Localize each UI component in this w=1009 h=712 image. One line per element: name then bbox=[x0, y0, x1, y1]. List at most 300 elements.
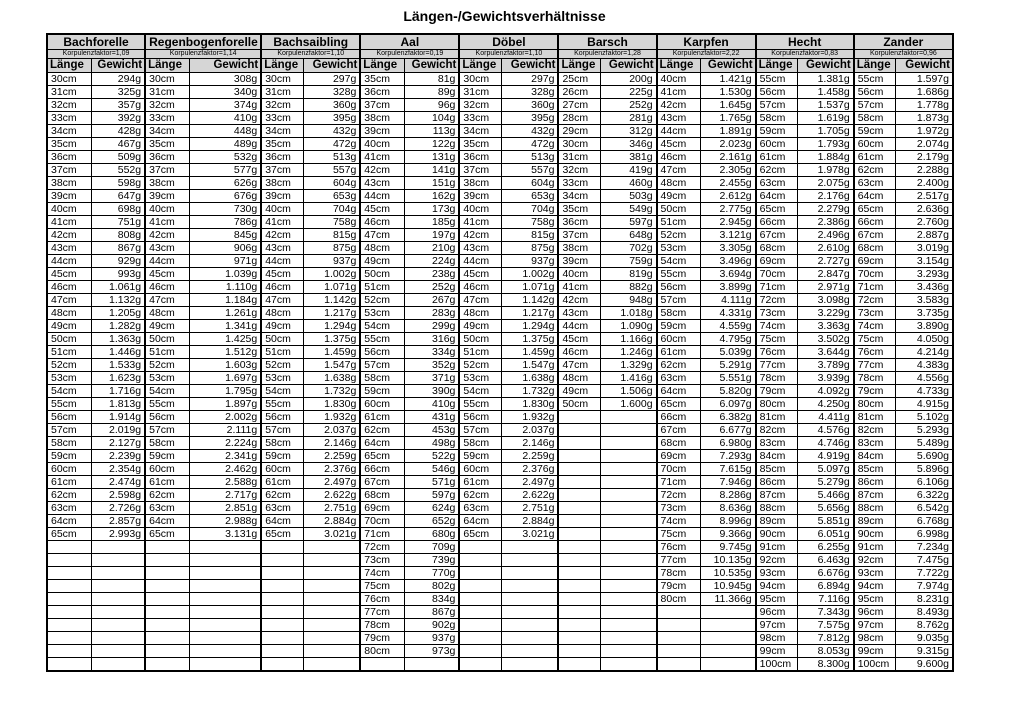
weight-cell: 297g bbox=[303, 73, 360, 86]
length-cell: 37cm bbox=[459, 164, 501, 177]
weight-cell: 2.075g bbox=[798, 177, 854, 190]
weight-cell: 1.537g bbox=[798, 99, 854, 112]
length-cell bbox=[558, 411, 600, 424]
weight-cell: 2.019g bbox=[91, 424, 145, 437]
length-cell: 85cm bbox=[756, 463, 798, 476]
length-cell: 34cm bbox=[459, 125, 501, 138]
length-cell: 62cm bbox=[657, 359, 701, 372]
length-cell bbox=[558, 424, 600, 437]
weight-cell: 5.896g bbox=[896, 463, 953, 476]
weight-cell bbox=[501, 580, 558, 593]
weight-cell: 1.765g bbox=[701, 112, 756, 125]
length-cell: 30cm bbox=[47, 73, 91, 86]
weight-cell: 845g bbox=[189, 229, 261, 242]
length-cell bbox=[47, 606, 91, 619]
weight-cell: 1.416g bbox=[601, 372, 657, 385]
table-row bbox=[47, 307, 953, 320]
weight-cell: 1.425g bbox=[189, 333, 261, 346]
weight-cell: 252g bbox=[601, 99, 657, 112]
weight-cell: 937g bbox=[501, 255, 558, 268]
weight-cell bbox=[601, 515, 657, 528]
length-cell: 56cm bbox=[360, 346, 404, 359]
weight-cell: 8.996g bbox=[701, 515, 756, 528]
weight-cell: 5.466g bbox=[798, 489, 854, 502]
weight-cell: 808g bbox=[91, 229, 145, 242]
length-column-header: Länge bbox=[854, 59, 896, 73]
length-cell: 63cm bbox=[47, 502, 91, 515]
weight-cell: 410g bbox=[189, 112, 261, 125]
weight-cell: 2.037g bbox=[501, 424, 558, 437]
weight-cell bbox=[303, 554, 360, 567]
length-cell: 52cm bbox=[459, 359, 501, 372]
length-cell: 46cm bbox=[558, 346, 600, 359]
weight-cell bbox=[189, 606, 261, 619]
weight-cell: 513g bbox=[303, 151, 360, 164]
weight-cell bbox=[189, 554, 261, 567]
weight-cell: 680g bbox=[404, 528, 459, 541]
weight-cell: 4.733g bbox=[896, 385, 953, 398]
weight-cell bbox=[189, 632, 261, 645]
length-cell: 49cm bbox=[261, 320, 303, 333]
weight-cell: 5.690g bbox=[896, 450, 953, 463]
length-cell: 50cm bbox=[145, 333, 189, 346]
length-cell: 39cm bbox=[459, 190, 501, 203]
factor-label: Korpulenzfaktor=1,10 bbox=[261, 50, 360, 59]
weight-cell: 2.993g bbox=[91, 528, 145, 541]
length-cell: 42cm bbox=[558, 294, 600, 307]
length-cell: 89cm bbox=[756, 515, 798, 528]
weight-cell: 5.851g bbox=[798, 515, 854, 528]
weight-cell: 392g bbox=[91, 112, 145, 125]
weight-cell: 197g bbox=[404, 229, 459, 242]
length-cell bbox=[558, 567, 600, 580]
length-cell bbox=[145, 632, 189, 645]
length-cell: 88cm bbox=[854, 502, 896, 515]
length-cell: 38cm bbox=[261, 177, 303, 190]
length-cell: 27cm bbox=[558, 99, 600, 112]
weight-cell: 334g bbox=[404, 346, 459, 359]
length-cell: 60cm bbox=[145, 463, 189, 476]
length-cell bbox=[459, 541, 501, 554]
weight-cell bbox=[501, 567, 558, 580]
length-cell: 54cm bbox=[657, 255, 701, 268]
table-row bbox=[47, 151, 953, 164]
length-cell: 55cm bbox=[47, 398, 91, 411]
length-cell: 82cm bbox=[854, 424, 896, 437]
length-cell: 54cm bbox=[459, 385, 501, 398]
table-body bbox=[47, 73, 953, 672]
length-column-header: Länge bbox=[261, 59, 303, 73]
length-cell: 70cm bbox=[756, 268, 798, 281]
length-cell: 64cm bbox=[756, 190, 798, 203]
length-cell: 80cm bbox=[756, 398, 798, 411]
length-cell bbox=[558, 541, 600, 554]
weight-cell: 1.623g bbox=[91, 372, 145, 385]
length-cell bbox=[558, 489, 600, 502]
weight-cell: 739g bbox=[404, 554, 459, 567]
table-row bbox=[47, 281, 953, 294]
weight-cell: 428g bbox=[91, 125, 145, 138]
length-cell: 40cm bbox=[657, 73, 701, 86]
weight-cell: 1.506g bbox=[601, 385, 657, 398]
weight-cell: 624g bbox=[404, 502, 459, 515]
weight-cell bbox=[91, 541, 145, 554]
length-cell: 94cm bbox=[756, 580, 798, 593]
weight-cell: 238g bbox=[404, 268, 459, 281]
weight-cell: 2.887g bbox=[896, 229, 953, 242]
weight-cell: 598g bbox=[91, 177, 145, 190]
length-cell: 61cm bbox=[854, 151, 896, 164]
length-cell: 49cm bbox=[657, 190, 701, 203]
table-row bbox=[47, 632, 953, 645]
weight-cell: 604g bbox=[303, 177, 360, 190]
length-cell: 43cm bbox=[47, 242, 91, 255]
weight-cell: 2.751g bbox=[501, 502, 558, 515]
length-cell: 57cm bbox=[756, 99, 798, 112]
weight-cell: 210g bbox=[404, 242, 459, 255]
weight-cell: 2.376g bbox=[303, 463, 360, 476]
weight-cell: 325g bbox=[91, 86, 145, 99]
weight-cell: 786g bbox=[189, 216, 261, 229]
length-cell: 65cm bbox=[360, 450, 404, 463]
length-cell: 80cm bbox=[657, 593, 701, 606]
length-cell: 73cm bbox=[756, 307, 798, 320]
length-cell: 47cm bbox=[657, 164, 701, 177]
weight-cell bbox=[303, 632, 360, 645]
factor-row bbox=[47, 50, 953, 59]
length-cell: 76cm bbox=[657, 541, 701, 554]
length-cell bbox=[459, 645, 501, 658]
weight-cell: 802g bbox=[404, 580, 459, 593]
weight-cell: 1.341g bbox=[189, 320, 261, 333]
length-cell: 79cm bbox=[657, 580, 701, 593]
weight-cell: 8.762g bbox=[896, 619, 953, 632]
table-row bbox=[47, 346, 953, 359]
weight-cell: 3.121g bbox=[701, 229, 756, 242]
length-cell bbox=[459, 619, 501, 632]
weight-cell: 371g bbox=[404, 372, 459, 385]
length-cell: 60cm bbox=[261, 463, 303, 476]
length-cell: 69cm bbox=[756, 255, 798, 268]
length-cell: 66cm bbox=[854, 216, 896, 229]
weight-cell: 357g bbox=[91, 99, 145, 112]
weight-cell bbox=[189, 619, 261, 632]
length-cell: 40cm bbox=[47, 203, 91, 216]
weight-cell: 162g bbox=[404, 190, 459, 203]
weight-cell: 340g bbox=[189, 86, 261, 99]
table-row bbox=[47, 580, 953, 593]
length-cell: 59cm bbox=[145, 450, 189, 463]
length-cell: 74cm bbox=[854, 320, 896, 333]
length-cell: 58cm bbox=[854, 112, 896, 125]
factor-label: Korpulenzfaktor=1,14 bbox=[145, 50, 261, 59]
weight-cell: 81g bbox=[404, 73, 459, 86]
length-cell: 35cm bbox=[558, 203, 600, 216]
weight-cell: 252g bbox=[404, 281, 459, 294]
length-cell: 26cm bbox=[558, 86, 600, 99]
weight-cell: 3.644g bbox=[798, 346, 854, 359]
length-cell: 83cm bbox=[756, 437, 798, 450]
length-cell: 47cm bbox=[558, 359, 600, 372]
weight-cell bbox=[501, 606, 558, 619]
weight-cell: 4.383g bbox=[896, 359, 953, 372]
length-cell: 63cm bbox=[657, 372, 701, 385]
weight-column-header: Gewicht bbox=[501, 59, 558, 73]
weight-cell: 1.184g bbox=[189, 294, 261, 307]
weight-cell: 7.116g bbox=[798, 593, 854, 606]
length-cell bbox=[47, 645, 91, 658]
length-cell: 75cm bbox=[854, 333, 896, 346]
length-cell: 57cm bbox=[261, 424, 303, 437]
length-cell: 55cm bbox=[261, 398, 303, 411]
weight-cell bbox=[189, 580, 261, 593]
weight-cell: 2.884g bbox=[303, 515, 360, 528]
length-cell: 94cm bbox=[854, 580, 896, 593]
length-cell: 53cm bbox=[145, 372, 189, 385]
weight-cell: 1.261g bbox=[189, 307, 261, 320]
length-cell: 70cm bbox=[360, 515, 404, 528]
length-cell: 57cm bbox=[47, 424, 91, 437]
weight-cell: 1.512g bbox=[189, 346, 261, 359]
length-cell: 32cm bbox=[47, 99, 91, 112]
length-cell bbox=[459, 554, 501, 567]
weight-cell: 5.293g bbox=[896, 424, 953, 437]
length-cell: 39cm bbox=[360, 125, 404, 138]
weight-cell: 3.363g bbox=[798, 320, 854, 333]
weight-cell: 185g bbox=[404, 216, 459, 229]
weight-cell: 4.795g bbox=[701, 333, 756, 346]
length-cell: 46cm bbox=[47, 281, 91, 294]
length-cell: 51cm bbox=[145, 346, 189, 359]
weight-cell: 948g bbox=[601, 294, 657, 307]
length-cell: 40cm bbox=[261, 203, 303, 216]
weight-cell bbox=[91, 606, 145, 619]
length-cell bbox=[558, 593, 600, 606]
length-cell: 47cm bbox=[459, 294, 501, 307]
length-cell bbox=[145, 541, 189, 554]
weight-cell bbox=[91, 632, 145, 645]
length-cell: 32cm bbox=[261, 99, 303, 112]
table-row bbox=[47, 385, 953, 398]
weight-cell: 2.496g bbox=[798, 229, 854, 242]
table-row bbox=[47, 73, 953, 86]
weight-cell bbox=[601, 411, 657, 424]
table-row bbox=[47, 294, 953, 307]
length-cell: 97cm bbox=[756, 619, 798, 632]
weight-cell: 3.293g bbox=[896, 268, 953, 281]
length-cell: 92cm bbox=[854, 554, 896, 567]
weight-cell: 2.622g bbox=[303, 489, 360, 502]
length-cell: 34cm bbox=[261, 125, 303, 138]
weight-cell bbox=[601, 489, 657, 502]
weight-cell: 2.259g bbox=[303, 450, 360, 463]
length-cell: 52cm bbox=[261, 359, 303, 372]
length-cell bbox=[558, 463, 600, 476]
length-cell: 63cm bbox=[459, 502, 501, 515]
length-cell: 55cm bbox=[360, 333, 404, 346]
weight-cell: 1.142g bbox=[303, 294, 360, 307]
weight-cell: 2.288g bbox=[896, 164, 953, 177]
length-cell: 34cm bbox=[47, 125, 91, 138]
weight-cell: 1.547g bbox=[501, 359, 558, 372]
length-column-header: Länge bbox=[47, 59, 91, 73]
length-cell: 58cm bbox=[657, 307, 701, 320]
table-row bbox=[47, 476, 953, 489]
weight-cell: 2.176g bbox=[798, 190, 854, 203]
length-cell: 41cm bbox=[657, 86, 701, 99]
length-cell: 86cm bbox=[854, 476, 896, 489]
weight-cell: 6.097g bbox=[701, 398, 756, 411]
weight-cell: 1.619g bbox=[798, 112, 854, 125]
fish-name-row bbox=[47, 34, 953, 50]
length-column-header: Länge bbox=[459, 59, 501, 73]
length-cell: 68cm bbox=[756, 242, 798, 255]
length-cell: 46cm bbox=[657, 151, 701, 164]
weight-cell: 1.932g bbox=[501, 411, 558, 424]
length-cell: 64cm bbox=[261, 515, 303, 528]
weight-cell bbox=[601, 424, 657, 437]
weight-cell: 1.282g bbox=[91, 320, 145, 333]
weight-cell: 1.246g bbox=[601, 346, 657, 359]
weight-cell: 6.894g bbox=[798, 580, 854, 593]
length-cell: 35cm bbox=[459, 138, 501, 151]
length-cell: 51cm bbox=[261, 346, 303, 359]
table-row bbox=[47, 164, 953, 177]
weight-cell: 882g bbox=[601, 281, 657, 294]
weight-cell: 7.946g bbox=[701, 476, 756, 489]
weight-cell: 730g bbox=[189, 203, 261, 216]
weight-cell: 2.775g bbox=[701, 203, 756, 216]
length-cell: 38cm bbox=[47, 177, 91, 190]
length-cell: 52cm bbox=[657, 229, 701, 242]
weight-cell: 328g bbox=[303, 86, 360, 99]
weight-cell: 4.556g bbox=[896, 372, 953, 385]
length-cell bbox=[558, 606, 600, 619]
length-cell: 72cm bbox=[657, 489, 701, 502]
weight-cell bbox=[601, 658, 657, 672]
weight-cell: 4.559g bbox=[701, 320, 756, 333]
length-cell bbox=[145, 645, 189, 658]
length-cell: 31cm bbox=[145, 86, 189, 99]
length-cell: 61cm bbox=[261, 476, 303, 489]
length-cell bbox=[261, 554, 303, 567]
length-cell bbox=[558, 502, 600, 515]
length-cell: 57cm bbox=[459, 424, 501, 437]
fish-name-header: Hecht bbox=[756, 34, 854, 50]
length-cell: 61cm bbox=[657, 346, 701, 359]
length-cell: 61cm bbox=[756, 151, 798, 164]
weight-cell: 867g bbox=[404, 606, 459, 619]
weight-cell: 1.897g bbox=[189, 398, 261, 411]
weight-cell bbox=[501, 632, 558, 645]
length-cell: 93cm bbox=[854, 567, 896, 580]
weight-cell: 875g bbox=[501, 242, 558, 255]
length-cell bbox=[558, 658, 600, 672]
weight-cell: 6.382g bbox=[701, 411, 756, 424]
table-row bbox=[47, 138, 953, 151]
length-cell: 64cm bbox=[145, 515, 189, 528]
length-cell: 56cm bbox=[854, 86, 896, 99]
weight-column-header: Gewicht bbox=[701, 59, 756, 73]
weight-cell: 1.363g bbox=[91, 333, 145, 346]
weight-cell: 1.446g bbox=[91, 346, 145, 359]
length-cell: 49cm bbox=[145, 320, 189, 333]
length-cell: 35cm bbox=[261, 138, 303, 151]
length-cell: 76cm bbox=[854, 346, 896, 359]
length-cell: 55cm bbox=[854, 73, 896, 86]
weight-cell: 498g bbox=[404, 437, 459, 450]
weight-cell: 597g bbox=[404, 489, 459, 502]
length-cell: 60cm bbox=[854, 138, 896, 151]
weight-cell: 1.795g bbox=[189, 385, 261, 398]
length-cell bbox=[360, 658, 404, 672]
length-cell: 30cm bbox=[459, 73, 501, 86]
weight-cell: 1.533g bbox=[91, 359, 145, 372]
weight-cell: 1.166g bbox=[601, 333, 657, 346]
weight-cell bbox=[601, 476, 657, 489]
weight-cell: 2.988g bbox=[189, 515, 261, 528]
column-header-row bbox=[47, 59, 953, 73]
length-cell: 59cm bbox=[854, 125, 896, 138]
length-cell: 48cm bbox=[261, 307, 303, 320]
weight-cell: 3.939g bbox=[798, 372, 854, 385]
length-cell: 44cm bbox=[47, 255, 91, 268]
weight-column-header: Gewicht bbox=[303, 59, 360, 73]
length-cell: 78cm bbox=[756, 372, 798, 385]
weight-cell: 653g bbox=[501, 190, 558, 203]
weight-cell: 522g bbox=[404, 450, 459, 463]
length-cell: 71cm bbox=[360, 528, 404, 541]
weight-cell: 2.341g bbox=[189, 450, 261, 463]
length-cell: 56cm bbox=[261, 411, 303, 424]
weight-cell: 906g bbox=[189, 242, 261, 255]
length-cell: 74cm bbox=[360, 567, 404, 580]
weight-cell: 5.102g bbox=[896, 411, 953, 424]
weight-cell: 5.279g bbox=[798, 476, 854, 489]
weight-cell: 3.583g bbox=[896, 294, 953, 307]
weight-cell: 513g bbox=[501, 151, 558, 164]
length-cell: 42cm bbox=[145, 229, 189, 242]
length-cell: 51cm bbox=[360, 281, 404, 294]
table-row bbox=[47, 203, 953, 216]
length-cell: 39cm bbox=[261, 190, 303, 203]
weight-cell: 3.890g bbox=[896, 320, 953, 333]
weight-cell: 698g bbox=[91, 203, 145, 216]
length-cell: 42cm bbox=[261, 229, 303, 242]
weight-cell: 973g bbox=[404, 645, 459, 658]
length-cell: 61cm bbox=[459, 476, 501, 489]
length-cell: 69cm bbox=[854, 255, 896, 268]
weight-cell: 1.884g bbox=[798, 151, 854, 164]
weight-cell: 281g bbox=[601, 112, 657, 125]
weight-cell: 352g bbox=[404, 359, 459, 372]
weight-cell: 3.021g bbox=[501, 528, 558, 541]
weight-cell: 937g bbox=[303, 255, 360, 268]
length-cell: 55cm bbox=[459, 398, 501, 411]
length-cell: 55cm bbox=[657, 268, 701, 281]
length-cell: 46cm bbox=[360, 216, 404, 229]
weight-cell: 2.161g bbox=[701, 151, 756, 164]
weight-cell bbox=[701, 645, 756, 658]
length-cell bbox=[558, 554, 600, 567]
length-cell bbox=[657, 606, 701, 619]
length-column-header: Länge bbox=[558, 59, 600, 73]
length-cell bbox=[459, 580, 501, 593]
weight-cell: 2.074g bbox=[896, 138, 953, 151]
length-cell: 48cm bbox=[47, 307, 91, 320]
length-cell: 79cm bbox=[360, 632, 404, 645]
weight-cell: 1.294g bbox=[303, 320, 360, 333]
